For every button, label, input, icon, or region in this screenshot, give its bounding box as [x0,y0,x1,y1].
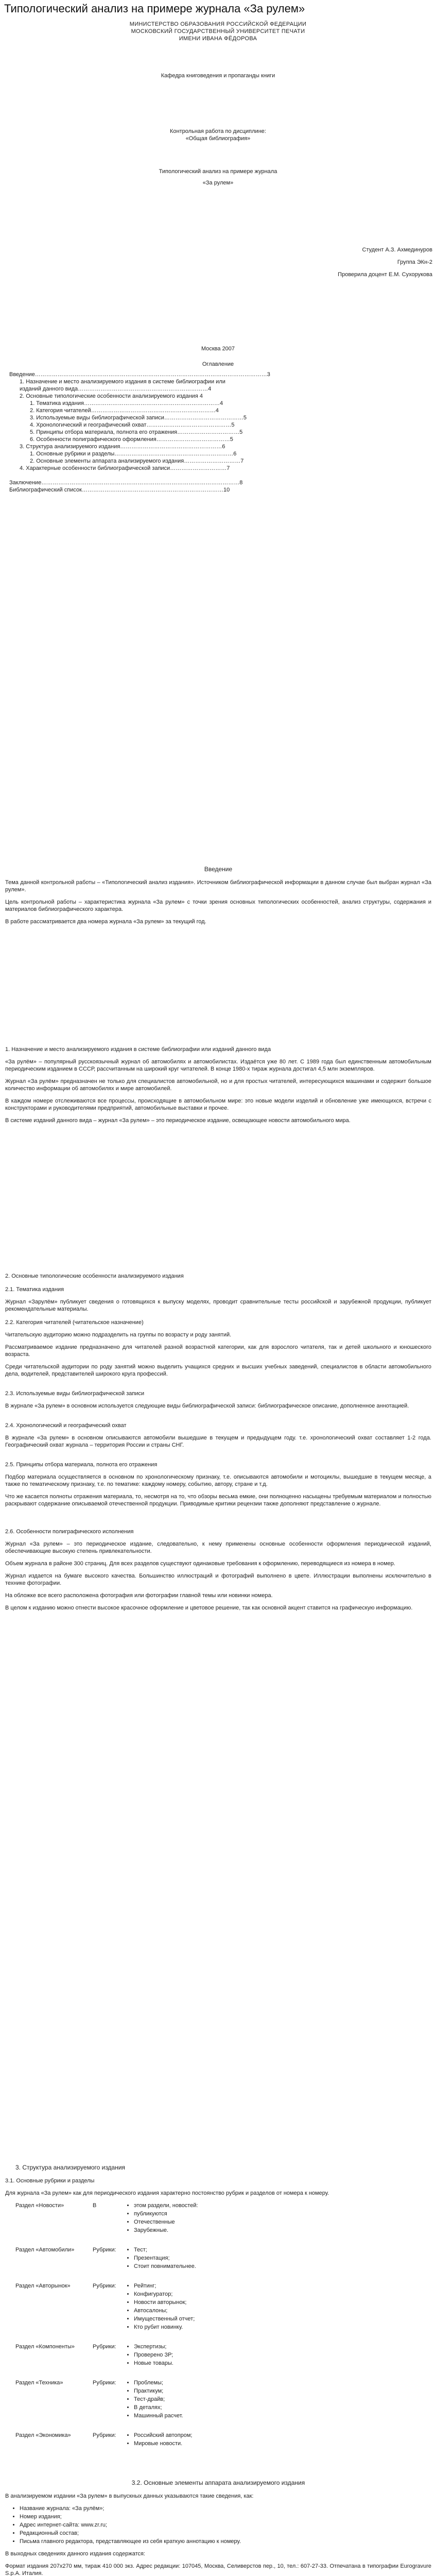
rubric-item: • В деталях; [134,2404,183,2411]
rubric-heading: Рубрики: [93,2344,116,2350]
rubric-section [5,2202,431,2235]
subsection-3-1-intro: Для журнала «За рулем» как для периодического издания характерно постоянство рубрик и разделов от номера к номеру. [5,2190,329,2196]
table-of-contents [9,371,370,494]
section-1-title: 1. Назначение и место анализируемого издания в системе библиографии или изданий данного вида [5,1046,271,1053]
subsection-2-2-paragraph: Среди читательской аудитории по роду занятий можно выделить учащихся средних и высших учебных заведений, специалистов в области автомобильного дела, водителей, представителей широкого круга профессий. [5,1364,431,1377]
subsection-2-3-paragraph: В журнале «За рулем» в основном используется следующие виды библиографической записи: библиографическое описание, дополненное аннотацией. [5,1403,409,1409]
toc-entry: 2. Категория читателей…………………………………………………………4 [30,408,219,414]
rubric-item: • Рейтинг; [134,2282,195,2290]
checker-name: Проверила доцент Е.М. Сухорукова [338,272,432,278]
toc-entry: 1. Основные рубрики и разделы………………………………………………………6 [30,451,237,457]
rubric-heading: Рубрики: [93,2247,116,2253]
rubric-list [124,2432,192,2448]
rubric-heading: В [93,2202,97,2209]
rubric-item: • Российский автопром; [134,2432,192,2439]
toc-spacer [9,472,370,479]
toc-entry: 5. Принципы отбора материала, полнота его отражения……………………………5 [30,429,243,435]
title-page-header [0,21,436,42]
rubric-list [124,2343,173,2368]
rubric-item: • Презентация; [134,2255,196,2262]
subsection-3-2-paragraph: Формат издания 207х270 мм, тираж 410 000 экз. Адрес редакции: 107045, Москва, Селиверстов пер., 10, тел.: 607-27-33. Отпечатана в типографии Eurogravure S.p.A. Италия. [5,2563,431,2576]
rubric-section-label: Раздел «Новости» [15,2202,64,2209]
subsection-2-1-paragraph: Журнал «Зарулём» публикует сведения о готовящихся к выпуску моделях, проводит сравнительные тесты российской и зарубежной продукции, публикует рекомендательные материалы. [5,1299,431,1312]
subsection-2-6-paragraph: В целом к изданию можно отнести высокое красочное оформление и цветовое решение, так как основной акцент ставится на графическую информацию. [5,1605,413,1611]
intro-paragraph: В работе рассматривается два номера журнала «За рулем» за текущий год. [5,919,206,925]
subsection-3-2-paragraph: В выходных сведениях данного издания содержатся: [5,2551,145,2557]
coursework-line-2: «Общая библиография» [185,135,251,142]
imprint-item: • Редакционный состав; [20,2530,431,2537]
rubric-item: • Конфигуратор; [134,2291,195,2298]
rubric-item: • Машинный расчет. [134,2412,183,2419]
rubric-item: • Экспертизы; [134,2343,173,2350]
section-3 [5,2164,431,2576]
rubric-heading: Рубрики: [93,2283,116,2289]
subsection-3-2-intro: В анализируемом издании «За рулем» в выпускных данных указываются такие сведения, как: [5,2493,254,2499]
imprint-item: • Название журнала: «За рулём»; [20,2505,431,2512]
department-name: Кафедра книговедения и пропаганды книги [161,73,275,79]
rubric-item: • Стоит повнимательнее. [134,2263,196,2270]
toc-entry: 3. Структура анализируемого издания………………………………………………6 [20,444,225,450]
rubric-section-label: Раздел «Техника» [15,2380,63,2386]
rubric-item: • Имущественный отчет; [134,2315,195,2323]
subsection-2-6-paragraph: На обложке все всего расположена фотография или фотографии главной темы или новинки номера. [5,1592,273,1599]
author-block [304,246,432,283]
subsection-2-2-title: 2.2. Категория читателей (читательское назначение) [5,1319,144,1326]
section-3-title: 3. Структура анализируемого издания [15,2164,126,2171]
rubric-section [5,2432,431,2448]
rubric-item: • Проверено ЗР; [134,2351,173,2359]
rubric-section [5,2379,431,2420]
toc-entry: Заключение……………………………………………………………………………………………8 [9,480,243,486]
section-2-title: 2. Основные типологические особенности анализируемого издания [5,1273,184,1279]
section-2 [5,1273,431,1617]
rubric-section-label: Раздел «Авторынок» [15,2283,71,2289]
toc-entry: Введение……………………………………………………………………………………………………………3 [9,371,270,378]
section-1-paragraph: В каждом номере отслеживаются все процессы, происходящие в автомобильном мире: это новые модели изделий и обновление уже имеющихся, встречи с конструкторами и руководителями предприятий, автомобильные выставки и прочее. [5,1098,431,1111]
section-1-paragraph: Журнал «За рулём» предназначен не только для специалистов автомобильной, но и для простых читателей, интересующихся машинами и содержит большое количество информации об автомобилях и мире автомобилей. [5,1078,431,1092]
rubric-item: • Тест; [134,2246,196,2253]
rubric-item: • Тест-драйв; [134,2396,183,2403]
subsection-2-2-paragraph: Рассматриваемое издание предназначено для читателей разной возрастной категории, как для взрослого читателя, так и детей школьного и юношеского возраста. [5,1344,431,1358]
subsection-2-2-paragraph: Читательскую аудиторию можно подразделить на группы по возрасту и роду занятий. [5,1332,232,1338]
section-1 [5,1046,431,1129]
rubric-item: • Новости авторынок; [134,2299,195,2306]
toc-entry: Библиографический список…………………………………………………………………10 [9,487,230,493]
rubric-sections [5,2202,431,2448]
subsection-3-2-title: 3.2. Основные элементы аппарата анализируемого издания [131,2479,305,2486]
section-1-paragraph: В системе изданий данного вида – журнал «За рулем» – это периодическое издание, освещающее новости автомобильного мира. [5,1117,351,1124]
toc-title: Оглавление [202,361,234,367]
rubric-item: • Автосалоны; [134,2307,195,2314]
rubric-item: • публикуются [134,2210,198,2217]
rubric-list [124,2202,198,2235]
rubric-item: • этом раздели, новостей: [134,2202,198,2209]
rubric-item: • Новые товары. [134,2360,173,2367]
intro-paragraph: Цель контрольной работы – характеристика журнала «За рулем» с точки зрения основных типологических особенностей, анализ структуры, содержания и материалов библиографического характера. [5,899,431,912]
imprint-item: • Номер издания; [20,2513,431,2520]
rubric-list [124,2379,183,2420]
subsection-2-1-title: 2.1. Тематика издания [5,1286,64,1293]
section-1-paragraph: «За рулём» – популярный русскоязычный журнал об автомобилях и автомобилистах. Издаётся уже 80 лет. С 1989 года был единственным автомобильным периодическим изданием в СССР, рассчитанным на широкий круг читателей. В конце 1980-х тираж журнала достигал 4,5 млн экземпляров. [5,1059,431,1072]
subsection-2-3-title: 2.3. Используемые виды библиографической записи [5,1391,145,1397]
toc-entry: изданий данного вида……………………………………………………………4 [20,386,212,392]
topic-line-2: «За рулем» [202,180,234,186]
ministry-name: МИНИСТЕРСТВО ОБРАЗОВАНИЯ РОССИЙСКОЙ ФЕДЕРАЦИИ [129,21,307,27]
rubric-item: • Отечественные [134,2218,198,2226]
toc-entry: 6. Особенности полиграфического оформления…………………………………5 [30,436,233,443]
group-name: Группа ЭКн-2 [397,259,432,265]
toc-entry: 2. Основные типологические особенности анализируемого издания 4 [20,393,203,399]
subsection-2-6-title: 2.6. Особенности полиграфического исполнения [5,1529,134,1535]
intro-paragraph: Тема данной контрольной работы – «Типологический анализ издания». Источником библиографической информации в данном случае был выбран журнал «За рулем». [5,879,431,893]
toc-entry: 3. Используемые виды библиографической записи……………………………………5 [30,415,247,421]
subsection-3-1-title: 3.1. Основные рубрики и разделы [5,2178,95,2184]
toc-entry: 1. Назначение и место анализируемого издания в системе библиографии или [20,379,225,385]
university-named-after: ИМЕНИ ИВАНА ФЁДОРОВА [179,36,257,42]
subsection-2-5-paragraph: Что же касается полноты отражения материала, то, несмотря на то, что обзоры весьма емкие, они полноценно насыщены требуемым материалом и полностью раскрывают содержание описываемой отечественной продукции. Приводимые критики рецензии также дополняют представление о журнале. [5,1494,431,1507]
rubric-item: • Кто рубит новинку. [134,2324,195,2331]
rubric-section [5,2282,431,2332]
rubric-section-label: Раздел «Автомобили» [15,2247,75,2253]
rubric-section [5,2343,431,2368]
toc-entry: 1. Тематика издания………………………………………………………………4 [30,400,223,406]
document-heading: Типологический анализ на примере журнала «За рулем» [4,2,305,15]
topic-line-1: Типологический анализ на примере журнала [159,168,277,175]
rubric-item: • Мировые новости. [134,2440,192,2447]
rubric-item: • Практикум; [134,2387,183,2395]
rubric-list [124,2246,196,2271]
toc-entry: 2. Основные элементы аппарата анализируемого издания…………………………7 [30,458,244,464]
toc-entry: 4. Характерные особенности библиографической записи…………………………7 [20,465,230,471]
university-name: МОСКОВСКИЙ ГОСУДАРСТВЕННЫЙ УНИВЕРСИТЕТ ПЕЧАТИ [131,28,305,35]
subsection-2-5-paragraph: Подбор материала осуществляется в основном по хронологическому признаку, т.е. описываются автомобили и мотоциклы, вышедшие в текущем месяце, а также по тематическому признаку, т.е. по тематике: каждому номеру, событию, автору, стране и т.д. [5,1474,431,1487]
subsection-2-6-paragraph: Журнал «За рулем» – это периодическое издание, следовательно, к нему применены основные особенности оформления периодической изданий, обеспечивающие высокую степень привлекательности. [5,1541,431,1554]
imprint-item: • Письма главного редактора, представляющее из себя краткую аннотацию к номеру. [20,2538,431,2545]
rubric-heading: Рубрики: [93,2380,116,2386]
toc-entry: 4. Хронологический и географический охват………………………………………5 [30,422,235,428]
rubric-heading: Рубрики: [93,2432,116,2438]
introduction-title: Введение [204,866,233,873]
imprint-item: • Адрес интернет-сайта: www.zr.ru; [20,2521,431,2529]
coursework-line-1: Контрольная работа по дисциплине: [170,128,266,134]
rubric-item: • Зарубежные. [134,2227,198,2234]
subsection-2-4-title: 2.4. Хронологический и географический охват [5,1422,127,1429]
rubric-list [124,2282,195,2332]
city-year: Москва 2007 [201,346,235,352]
subsection-2-6-paragraph: Объем журнала в районе 300 страниц. Для всех разделов существуют одинаковые требования к оформлению, переводящиеся из номера в номер. [5,1561,395,1567]
coursework-info [0,128,436,142]
subsection-2-6-paragraph: Журнал издается на бумаге высокого качества. Большинство иллюстраций и фотографий выполнено в цвете. Иллюстрации выполнены исключительно в технике фотографии. [5,1573,431,1586]
imprint-items-list [5,2505,431,2545]
rubric-section-label: Раздел «Экономика» [15,2432,71,2438]
rubric-section [5,2246,431,2271]
rubric-section-label: Раздел «Компоненты» [15,2344,75,2350]
student-name: Студент А.З. Ахмединуров [362,247,432,253]
subsection-2-4-paragraph: В журнале «За рулем» в основном описываются автомобили вышедшие в текущем и предыдущем году. т.е. хронологический охват составляет 1-2 года. Географический охват журнала – территория России и страны СНГ. [5,1435,431,1448]
introduction-section [5,866,431,930]
topic-info [0,168,436,187]
rubric-item: • Проблемы; [134,2379,183,2386]
subsection-2-5-title: 2.5. Принципы отбора материала, полнота его отражения [5,1462,158,1468]
